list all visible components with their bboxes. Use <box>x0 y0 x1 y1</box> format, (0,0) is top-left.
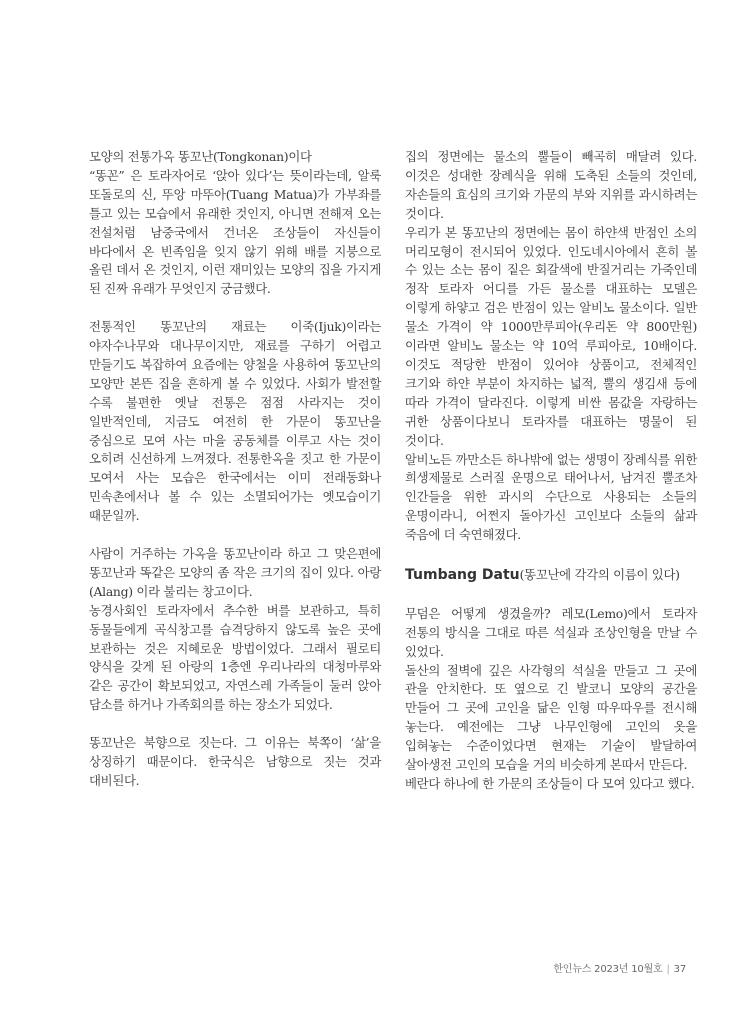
page-number: 37 <box>673 964 686 975</box>
paragraph-gap <box>89 526 381 545</box>
paragraph-gap <box>405 545 697 564</box>
page-footer <box>553 960 686 975</box>
article-paragraph: 돌산의 절벽에 깊은 사각형의 석실을 만들고 그 곳에 관을 안치한다. 또 옆으로 긴 발코니 모양의 공간을 만들어 그 곳에 고인을 닮은 인형 따우따우를 전시해 놓는다. 예전에는 그냥 나무인형에 고인의 옷을 입혀놓는 수준이었다면 현재는 기술이 발달하여 살아생전 고인의 모습을 거의 비슷하게 본따서 만든다. <box>405 662 697 773</box>
article-paragraph: 전통적인 똥꼬난의 재료는 이죽(Ijuk)이라는 야자수나무와 대나무이지만, 재료를 구하기 어렵고 만들기도 복잡하여 요즘에는 양철을 사용하여 똥꼬난의 모양만 본뜬 집을 흔하게 볼 수 있었다. 사회가 발전할 수록 불편한 옛날 전통은 점점 사라지는 것이 일반적인데, 지금도 여전히 한 가문이 똥꼬난을 중심으로 모여 사는 마을 공동체를 이루고 사는 것이 오히려 신선하게 느껴졌다. 전통한옥을 짓고 한 가문이 모여서 사는 모습은 한국에서는 이미 전래동화나 민속촌에서나 볼 수 있는 소멸되어가는 옛모습이기 때문일까. <box>89 319 381 524</box>
footer-separator: | <box>666 964 670 975</box>
article-paragraph: 알비노든 까만소든 하나밖에 없는 생명이 장례식를 위한 희생제물로 스러질 운명으로 태어나서, 남겨진 뿔조차 인간들을 위한 과시의 수단으로 사용되는 소들의 운명이라니, 어쩐지 돌아가신 고인보다 소들의 삶과 죽음에 더 숙연해졌다. <box>405 451 697 543</box>
article-paragraph: 무덤은 어떻게 생겼을까? 레모(Lemo)에서 토라자 전통의 방식을 그대로 따른 석실과 조상인형을 만날 수 있었다. <box>405 605 697 659</box>
paragraph-gap <box>89 715 381 734</box>
article-paragraph: 모양의 전통가옥 똥꼬난(Tongkonan)이다 <box>89 149 312 164</box>
right-column <box>405 148 697 794</box>
subheading-title: Tumbang Datu <box>405 566 520 583</box>
article-paragraph: 집의 정면에는 물소의 뿔들이 빼곡히 매달려 있다. 이것은 성대한 장례식을 위해 도축된 소들의 것인데, 자손들의 효심의 크기와 가문의 부와 지위를 과시하려는 것이다. <box>405 149 697 221</box>
top-margin <box>0 0 750 132</box>
publication-name: 한인뉴스 2023년 10월호 <box>553 964 663 975</box>
paragraph-gap <box>405 586 697 605</box>
article-paragraph: 사람이 거주하는 가옥을 똥꼬난이라 하고 그 맞은편에 똥꼬난과 똑같은 모양의 좀 작은 크기의 집이 있다. 아랑(Alang) 이라 불리는 창고이다. <box>89 546 381 599</box>
left-column <box>89 148 381 791</box>
article-paragraph: 베란다 하나에 한 가문의 조상들이 다 모여 있다고 했다. <box>405 775 695 791</box>
subheading-note: (똥꼬난에 각각의 이름이 있다) <box>519 566 680 582</box>
article-paragraph: 우리가 본 똥꼬난의 정면에는 몸이 하얀색 반점인 소의 머리모형이 전시되어 있었다. 인도네시아에서 흔히 볼 수 있는 소는 몸이 짙은 회갈색에 반질거리는 가죽인데 정작 토라자 어디를 가든 물소를 대표하는 모델은 이렇게 하얗고 검은 반점이 있는 알비노 물소이다. 일반 물소 가격이 약 1000만루피아(우리돈 약 800만원)이라면 알비노 물소는 약 10억 루피아로, 10배이다. 이것도 적당한 반점이 있어야 상품이고, 전체적인 크기와 하얀 부분이 차지하는 넓적, 뿔의 생김새 등에 따라 가격이 달라진다. 이렇게 비싼 몸값을 자랑하는 귀한 상품이다보니 토라자를 대표하는 명물이 된 것이다. <box>405 224 697 448</box>
article-paragraph: “똥꼰” 은 토라자어로 ‘앉아 있다’는 뜻이라는데, 알룩 또돌로의 신, 뚜앙 마뚜아(Tuang Matua)가 가부좌를 틀고 있는 모습에서 유래한 것인지, 아니면 전해져 오는 전설처럼 남중국에서 건너온 조상들이 자신들이 바다에서 온 빈족임을 잊지 않기 위해 배를 지붕으로 올린 데서 온 것인지, 이런 재미있는 모양의 집을 가지게 된 진짜 유래가 무엇인지 궁금했다. <box>89 167 381 297</box>
article-paragraph: 농경사회인 토라자에서 추수한 벼를 보관하고, 특히 동물들에게 곡식창고를 습격당하지 않도록 높은 곳에 보관하는 것은 지혜로운 방법이었다. 그래서 필로티 양식을 갖게 된 아랑의 1층엔 우리나라의 대청마루와 같은 공간이 확보되었고, 자연스레 가족들이 둘러 앉아 담소를 하거나 가족회의를 하는 장소가 되었다. <box>89 602 381 713</box>
section-subheading <box>405 564 697 586</box>
article-paragraph: 똥꼬난은 북향으로 짓는다. 그 이유는 북쪽이 ‘삶’을 상징하기 때문이다. 한국식은 남향으로 짓는 것과 대비된다. <box>89 735 381 788</box>
paragraph-gap <box>89 299 381 318</box>
